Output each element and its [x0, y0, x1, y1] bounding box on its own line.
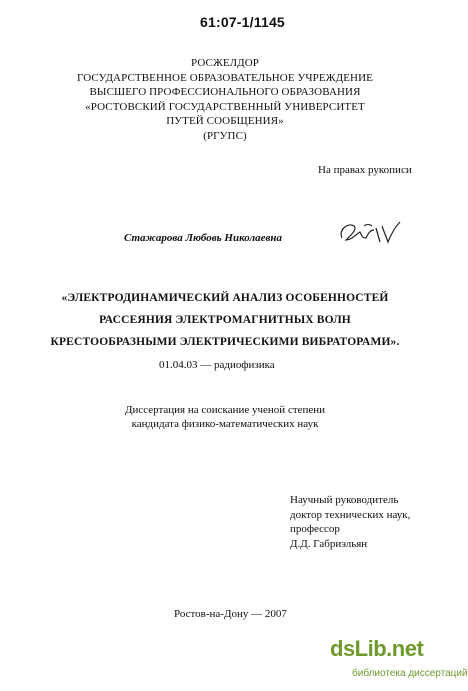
org-line-education-level: ВЫСШЕГО ПРОФЕССИОНАЛЬНОГО ОБРАЗОВАНИЯ [89, 86, 361, 98]
handwritten-signature [336, 218, 406, 250]
degree-statement [0, 403, 450, 431]
title-line-1: «ЭЛЕКТРОДИНАМИЧЕСКИЙ АНАЛИЗ ОСОБЕННОСТЕЙ [61, 292, 389, 304]
supervisor-block [290, 493, 410, 551]
watermark-logo: dsLib.net [330, 636, 424, 661]
dslib-watermark [330, 636, 468, 691]
degree-line-2: кандидата физико-математических наук [131, 418, 319, 430]
supervisor-name: Д.Д. Габриэльян [290, 537, 368, 550]
degree-line-1: Диссертация на соискание ученой степени [124, 404, 326, 416]
rights-note: На правах рукописи [318, 164, 412, 176]
specialty-code: 01.04.03 — радиофизика [159, 359, 275, 371]
org-line-university-name: «РОСТОВСКИЙ ГОСУДАРСТВЕННЫЙ УНИВЕРСИТЕТ [85, 100, 365, 113]
title-line-3: КРЕСТООБРАЗНЫМИ ЭЛЕКТРИЧЕСКИМИ ВИБРАТОРАМИ». [50, 336, 400, 348]
city-year: Ростов-на-Дону — 2007 [174, 608, 287, 620]
supervisor-title: профессор [290, 523, 340, 535]
org-line-university-name-cont: ПУТЕЙ СООБЩЕНИЯ» [166, 115, 284, 127]
organization-header [0, 56, 450, 143]
supervisor-role: Научный руководитель [290, 494, 399, 506]
archive-code: 61:07-1/1145 [200, 14, 285, 30]
org-line-ministry: РОСЖЕЛДОР [190, 57, 260, 69]
org-line-abbreviation: (РГУПС) [203, 129, 247, 142]
supervisor-degree: доктор технических наук, [290, 508, 411, 521]
author-name: Стажарова Любовь Николаевна [124, 232, 283, 244]
org-line-institution-type: ГОСУДАРСТВЕННОЕ ОБРАЗОВАТЕЛЬНОЕ УЧРЕЖДЕНИЕ [77, 71, 373, 84]
dissertation-title [0, 287, 450, 353]
title-line-2: РАССЕЯНИЯ ЭЛЕКТРОМАГНИТНЫХ ВОЛН [99, 314, 351, 326]
watermark-tagline: библиотека диссертаций [352, 668, 468, 679]
